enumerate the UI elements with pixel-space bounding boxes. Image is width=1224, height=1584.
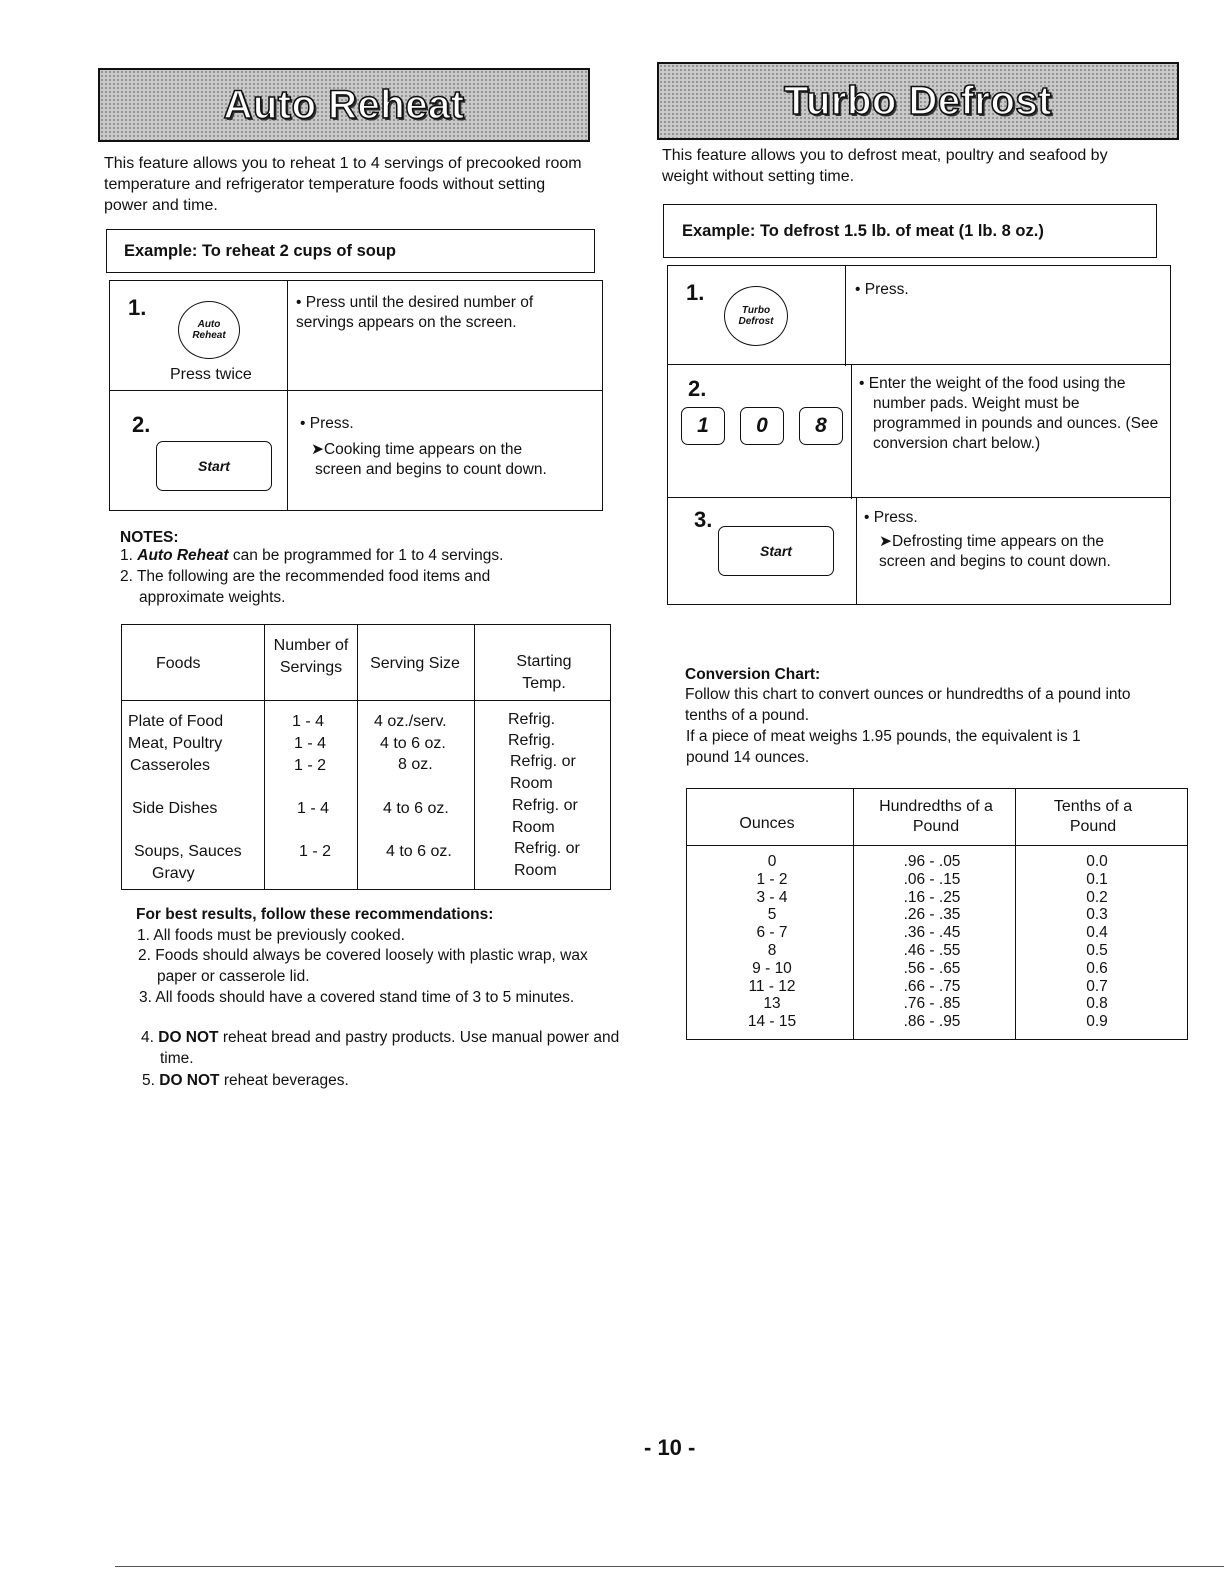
start-button-label: Start [760,543,792,559]
servings-cell: 1 - 4 [297,800,330,817]
auto-reheat-title-banner [98,68,590,142]
hundredths-cell: .36 - .45 [903,924,961,942]
recommendation-3: 3. All foods should have a covered stand time of 3 to 5 minutes. [139,989,575,1006]
auto-reheat-steps-table [109,280,603,511]
temp-cell: Room [514,862,557,879]
step-3-instruction: • Press. [864,509,918,526]
conversion-chart-heading: Conversion Chart: [685,666,821,683]
divider [264,625,265,889]
press-twice-caption: Press twice [170,366,252,383]
step-2-number: 2. [132,412,151,437]
ounces-cell: 9 - 10 [752,959,792,977]
header-starting-temp: Starting Temp. [516,653,572,692]
header-ounces: Ounces [739,815,795,832]
note-2: 2. The following are the recommended food items and approximate weights. [120,568,491,606]
food-cell: Meat, Poultry [128,735,223,752]
step-2-number: 2. [688,376,707,401]
recommendations-heading: For best results, follow these recommendations: [136,906,494,923]
divider [668,497,1170,498]
page-number: - 10 - [644,1435,696,1460]
number-key-label: 1 [697,414,709,437]
divider [853,789,854,1039]
tenths-cell: 0.5 [1086,941,1108,959]
turbo-defrost-button[interactable] [724,286,788,346]
size-cell: 4 to 6 oz. [383,800,449,817]
size-cell: 4 oz./serv. [374,713,447,730]
divider [357,625,358,889]
food-cell: Plate of Food [128,713,224,730]
header-hundredths: Hundredths of a Pound [879,798,993,835]
divider [1015,789,1016,1039]
divider [668,364,1170,365]
ounces-cell: 0 [767,853,777,870]
hundredths-cell: .66 - .75 [903,977,961,995]
temp-cell: Refrig. or [512,797,578,814]
divider [474,625,475,889]
step-1-number: 1. [686,280,705,305]
footer-rule [115,1566,1224,1567]
auto-reheat-button[interactable] [178,301,240,359]
auto-reheat-example: Example: To reheat 2 cups of soup [124,242,397,260]
turbo-defrost-example: Example: To defrost 1.5 lb. of meat (1 lb. 8 oz.) [682,222,1044,240]
note-1: 1. Auto Reheat can be programmed for 1 to 4 servings. [120,547,504,564]
step-2-result: ➤Cooking time appears on the screen and begins to count down. [311,441,547,478]
hundredths-cell: .96 - .05 [903,853,961,870]
divider [845,266,846,366]
temp-cell: Refrig. [508,732,556,749]
ounces-cell: 3 - 4 [756,888,788,906]
conversion-table [686,788,1188,1040]
ounces-cell: 1 - 2 [756,870,788,888]
tenths-column [1057,853,1137,1031]
number-key-0[interactable] [740,407,784,445]
food-cell: Casseroles [130,757,211,774]
hundredths-cell: .86 - .95 [903,1013,961,1031]
tenths-cell: 0.8 [1086,995,1108,1013]
auto-reheat-title: Auto Reheat [223,82,465,127]
hundredths-cell: .06 - .15 [903,870,961,888]
tenths-cell: 0.9 [1086,1013,1108,1031]
size-cell: 4 to 6 oz. [380,735,446,752]
step-2-instruction: • Press. [300,415,354,432]
ounces-cell: 11 - 12 [748,977,796,995]
food-cell: Soups, Sauces [134,843,242,860]
header-serving-size: Serving Size [370,655,460,672]
divider [122,700,610,701]
servings-cell: 1 - 2 [299,843,332,860]
hundredths-column [877,853,987,1031]
recommendation-1: 1. All foods must be previously cooked. [137,927,405,944]
hundredths-cell: .76 - .85 [903,995,961,1013]
servings-cell: 1 - 2 [294,757,327,774]
divider [287,281,288,510]
turbo-defrost-intro: This feature allows you to defrost meat, poultry and seafood by weight without setting time. [662,147,1108,185]
recommendation-4: 4. DO NOT reheat bread and pastry products. Use manual power and time. [141,1029,620,1067]
number-key-8[interactable] [799,407,843,445]
number-key-label: 0 [756,414,768,437]
turbo-defrost-title: Turbo Defrost [784,78,1052,123]
header-tenths: Tenths of a Pound [1053,798,1133,835]
tenths-cell: 0.0 [1086,853,1108,870]
ounces-cell: 13 [763,995,781,1013]
tenths-cell: 0.4 [1086,924,1108,942]
auto-reheat-example-box [106,229,595,273]
turbo-defrost-title-banner [657,62,1179,140]
step-2-instruction: • Enter the weight of the food using the number pads. Weight must be programmed in pounds and ounces. (See conversion chart below.) [859,375,1159,452]
servings-cell: 1 - 4 [294,735,327,752]
hundredths-cell: .56 - .65 [903,959,961,977]
header-foods: Foods [156,655,201,672]
size-cell: 8 oz. [398,756,433,773]
recommendation-2: 2. Foods should always be covered loosely with plastic wrap, wax paper or casserole lid. [138,947,588,985]
divider [687,845,1187,846]
hundredths-cell: .26 - .35 [903,906,961,924]
food-table [121,624,611,890]
ounces-cell: 14 - 15 [747,1013,797,1031]
divider [110,390,602,391]
number-key-1[interactable] [681,407,725,445]
ounces-column [727,853,817,1031]
step-1-instruction: • Press. [855,281,909,298]
temp-cell: Refrig. or [510,753,576,770]
step-1-number: 1. [128,295,147,320]
tenths-cell: 0.1 [1086,870,1108,888]
auto-reheat-intro: This feature allows you to reheat 1 to 4 servings of precooked room temperature and refrigerator temperature foods without setting power and time. [104,155,582,214]
start-button[interactable] [156,441,272,491]
turbo-defrost-example-box [663,204,1157,258]
header-number-of-servings: Number of Servings [273,637,349,676]
tenths-cell: 0.3 [1086,906,1108,924]
food-cell: Side Dishes [132,800,218,817]
temp-cell: Refrig. or [514,840,580,857]
divider [851,364,852,499]
start-button-label: Start [198,458,230,474]
temp-cell: Room [512,819,555,836]
tenths-cell: 0.6 [1086,959,1108,977]
servings-cell: 1 - 4 [292,713,325,730]
conversion-chart-example: If a piece of meat weighs 1.95 pounds, the equivalent is 1 pound 14 ounces. [686,728,1081,766]
ounces-cell: 6 - 7 [756,924,788,942]
temp-cell: Refrig. [508,711,556,728]
ounces-cell: 5 [767,906,777,924]
step-3-number: 3. [694,507,713,532]
food-cell: Gravy [152,865,195,882]
step-1-instruction: • Press until the desired number of servings appears on the screen. [296,294,534,331]
ounces-cell: 8 [767,941,777,959]
start-button[interactable] [718,526,834,576]
size-cell: 4 to 6 oz. [386,843,452,860]
tenths-cell: 0.2 [1086,888,1108,906]
hundredths-cell: .46 - .55 [903,941,961,959]
turbo-defrost-steps-table [667,265,1171,605]
temp-cell: Room [510,775,553,792]
auto-reheat-button-label: Auto Reheat [192,319,226,341]
divider [856,497,857,604]
recommendation-5: 5. DO NOT reheat beverages. [142,1072,349,1089]
conversion-chart-instructions: Follow this chart to convert ounces or hundredths of a pound into tenths of a pound. [685,686,1131,724]
notes-heading: NOTES: [120,529,179,546]
tenths-cell: 0.7 [1086,977,1108,995]
step-3-result: ➤Defrosting time appears on the screen and begins to count down. [879,533,1111,570]
number-key-label: 8 [815,414,827,437]
turbo-defrost-button-label: Turbo Defrost [738,305,774,327]
hundredths-cell: .16 - .25 [903,888,961,906]
